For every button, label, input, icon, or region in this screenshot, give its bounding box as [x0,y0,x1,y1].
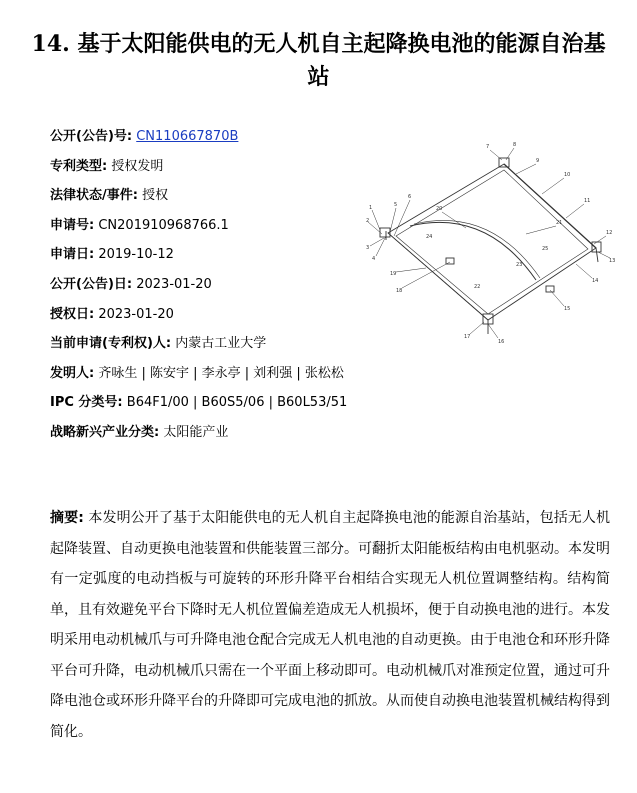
field-value: CN201910968766.1 [98,217,229,233]
drawing-label: 10 [564,172,571,178]
field-pub-no [50,122,380,152]
field-value: 授权发明 [111,158,164,174]
drawing-label: 13 [609,258,616,264]
field-value: B64F1/00 | B60S5/06 | B60L53/51 [126,395,348,411]
patent-fields [50,122,380,448]
field-app-date [50,240,380,270]
drawing-label: 18 [396,288,403,294]
drawing-label: 23 [516,262,523,268]
field-label: IPC 分类号: [50,395,123,411]
field-type [50,152,380,182]
field-label: 法律状态/事件: [50,188,138,204]
drawing-label: 20 [436,206,443,212]
drawing-label: 22 [474,284,481,290]
field-label: 申请号: [50,217,95,233]
field-industry [50,418,380,448]
drawing-label: 12 [606,230,613,236]
abstract-text: 本发明公开了基于太阳能供电的无人机自主起降换电池的能源自治基站，包括无人机起降装置、自动更换电池装置和供能装置三部分。可翻折太阳能板结构由电机驱动。本发明有一定弧度的电动挡板与可旋转的环形升降平台相结合实现无人机位置调整结构。结构简单，且有效避免平台下降时无人机位置偏差造成无人机损坏，便于自动换电池的进行。本发明采用电动机械爪与可升降电池仓配合完成无人机电池的自动更换。由于电池仓和环形升降平台可升降，电动机械爪只需在一个平面上移动即可。电动机械爪对准预定位置，通过可升降电池仓或环形升降平台的升降即可完成电池的抓放。从而使自动换电池装置机械结构得到简化。 [50,510,611,740]
field-label: 发明人: [50,365,95,381]
field-status [50,181,380,211]
patent-drawing-svg [366,138,616,348]
drawing-label: 17 [464,334,471,340]
field-grant-date [50,300,380,330]
drawing-label: 9 [536,158,540,164]
drawing-label: 11 [584,198,591,204]
field-value: 2023-01-20 [98,306,174,322]
drawing-label: 3 [366,245,370,251]
drawing-label: 4 [372,256,376,262]
pub-no-link[interactable]: CN110667870B [136,129,239,144]
field-app-no [50,211,380,241]
field-label: 专利类型: [50,158,108,174]
drawing-label: 21 [556,220,563,226]
field-value: 齐咏生 | 陈安宇 | 李永亭 | 刘利强 | 张松松 [98,365,344,381]
drawing-label: 5 [394,202,398,208]
field-value: 太阳能产业 [163,424,229,440]
drawing-label: 14 [592,278,599,284]
drawing-label: 19 [390,271,397,277]
drawing-label: 1 [369,205,373,211]
field-value: 授权 [142,188,169,204]
field-pub-date [50,270,380,300]
field-label: 公开(公告)日: [50,276,133,292]
drawing-labels [366,142,615,345]
drawing-label: 2 [366,218,370,224]
drawing-label: 8 [513,142,517,148]
drawing-label: 25 [542,246,549,252]
field-label: 公开(公告)号: [50,129,133,144]
field-ipc [50,388,380,418]
drawing-label: 7 [486,144,490,150]
abstract [50,503,610,747]
field-label: 战略新兴产业分类: [50,424,160,440]
drawing-label: 24 [426,234,433,240]
drawing-label: 6 [408,194,412,200]
field-value: 2019-10-12 [98,247,174,263]
field-inventors [50,359,380,389]
abstract-label: 摘要: [50,510,84,526]
drawing-label: 15 [564,306,571,312]
field-label: 申请日: [50,247,95,263]
field-applicant [50,329,380,359]
page-title: 14. 基于太阳能供电的无人机自主起降换电池的能源自治基站 [31,31,606,90]
patent-drawing [366,138,616,348]
field-label: 授权日: [50,306,95,322]
field-label: 当前申请(专利权)人: [50,336,172,352]
drawing-label: 16 [498,339,505,345]
field-value: 内蒙古工业大学 [175,336,267,352]
field-value: 2023-01-20 [136,276,212,292]
